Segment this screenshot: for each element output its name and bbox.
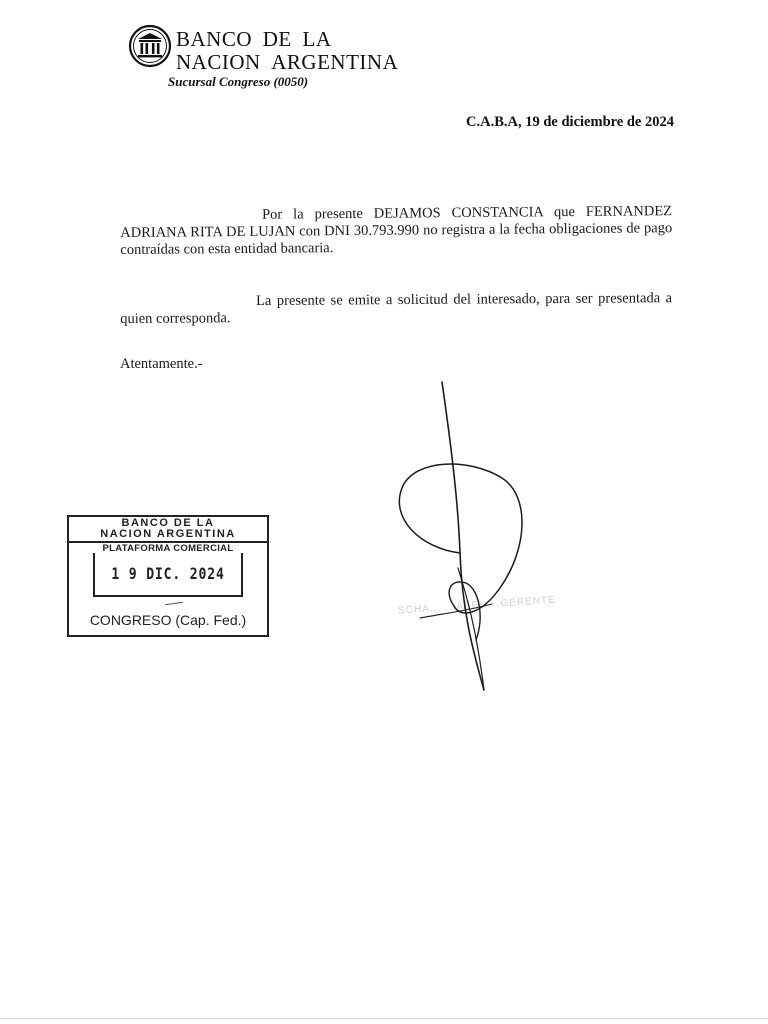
bank-logo-icon [128, 24, 172, 68]
stamp-department: PLATAFORMA COMERCIAL [102, 542, 234, 554]
stamp-bank-line2: NACION ARGENTINA [100, 528, 236, 540]
handwritten-signature [380, 378, 540, 698]
branch-name: Sucursal Congreso (0050) [168, 74, 309, 89]
closing-salutation: Atentamente.- [120, 356, 203, 372]
document-date: C.A.B.A, 19 de diciembre de 2024 [466, 114, 674, 130]
stamp-branch: CONGRESO (Cap. Fed.) [89, 612, 247, 628]
faint-signature-seal: SCHA... ...ABEL ...GERENTE [397, 594, 557, 617]
stamp-mark [165, 602, 183, 605]
stamp-bank-line1: BANCO DE LA [121, 517, 215, 529]
paragraph-purpose-text: La presente se emite a solicitud del interesado, para ser presentada a quien corresponda. [120, 290, 673, 327]
paragraph-constancia [120, 203, 672, 259]
paragraph-constancia-text: Por la presente DEJAMOS CONSTANCIA que FERNANDEZ ADRIANA RITA DE LUJAN con DNI 30.793.990 no registra a la fecha obligaciones de pago contraídas con esta entidad bancaria. [120, 203, 673, 258]
bank-stamp [67, 515, 269, 637]
stamp-date: 1 9 DIC. 2024 [111, 564, 225, 583]
paragraph-purpose [120, 290, 672, 328]
stamp-date-box [93, 553, 243, 597]
bank-name-line2: NACION ARGENTINA [176, 50, 399, 74]
bank-name-line1: BANCO DE LA [176, 27, 332, 51]
scan-edge-line [0, 1018, 768, 1019]
